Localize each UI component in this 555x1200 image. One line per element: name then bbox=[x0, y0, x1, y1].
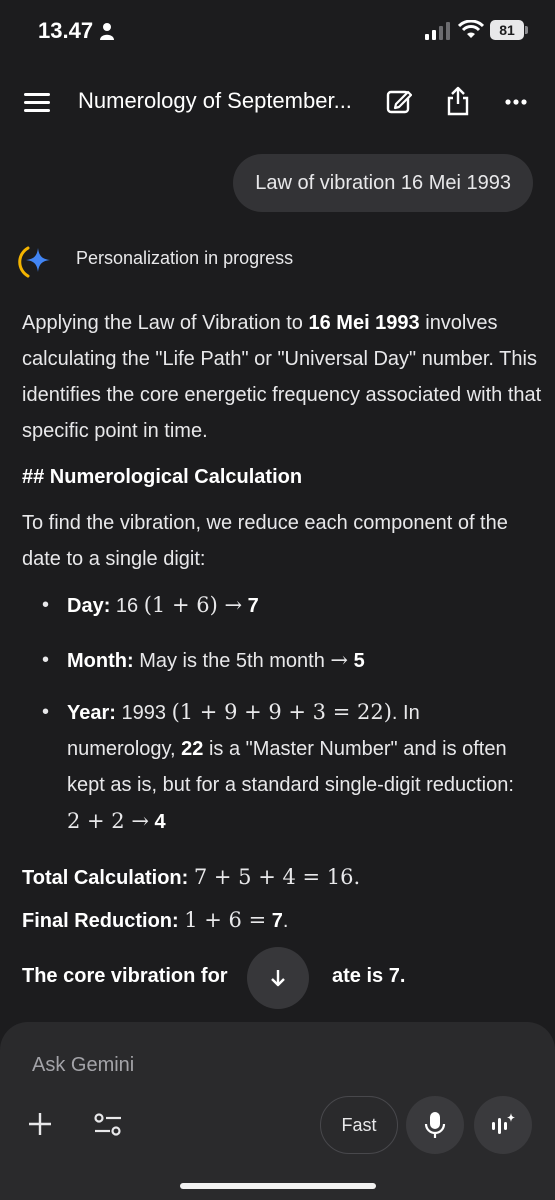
master-number: 22 bbox=[181, 738, 204, 760]
day-result: 7 bbox=[247, 595, 259, 617]
day-label: Day: bbox=[67, 595, 111, 617]
intro-text-end: involves calculating the "Life Path" or "Universal Day" number. This identifies the core energetic frequency associated with that specific point in time. bbox=[22, 312, 542, 442]
response-intro bbox=[22, 305, 542, 449]
mic-icon bbox=[424, 1111, 446, 1139]
day-value: 16 bbox=[115, 595, 139, 617]
person-icon bbox=[100, 22, 114, 40]
section-heading: ## Numerological Calculation bbox=[22, 466, 303, 488]
year-result: 4 bbox=[154, 811, 166, 833]
status-time: 13.47 bbox=[38, 18, 94, 43]
month-label: Month: bbox=[67, 650, 134, 672]
final-period: . bbox=[282, 910, 289, 932]
total-label: Total Calculation: bbox=[22, 867, 189, 889]
final-math: 1 + 6 = bbox=[184, 908, 267, 932]
final-reduction bbox=[22, 908, 288, 933]
plus-icon[interactable] bbox=[28, 1112, 52, 1136]
live-icon bbox=[490, 1112, 516, 1138]
year-explanation: is a "Master Number" and is often kept as is, but for a standard single-digit reduction: bbox=[67, 738, 514, 796]
reduce-paragraph: To find the vibration, we reduce each component of the date to a single digit: bbox=[22, 512, 508, 570]
core-text-right: ate is 7. bbox=[332, 965, 406, 987]
more-icon[interactable] bbox=[504, 98, 528, 106]
mode-selector-button[interactable]: Fast bbox=[320, 1096, 398, 1154]
core-text-left: The core vibration for bbox=[22, 965, 228, 987]
arrow-down-icon bbox=[268, 968, 288, 988]
final-result: 7 bbox=[271, 910, 283, 932]
personalization-status: Personalization in progress bbox=[76, 248, 294, 268]
composer bbox=[0, 1022, 555, 1200]
bullet-dot: • bbox=[42, 649, 50, 671]
live-button[interactable] bbox=[474, 1096, 532, 1154]
user-message-bubble[interactable]: Law of vibration 16 Mei 1993 bbox=[233, 154, 533, 212]
intro-date: 16 Mei 1993 bbox=[308, 312, 420, 334]
mic-button[interactable] bbox=[406, 1096, 464, 1154]
battery-tip bbox=[525, 26, 528, 34]
month-result: 5 bbox=[353, 650, 365, 672]
bullet-text bbox=[67, 587, 527, 624]
scroll-to-bottom-button[interactable] bbox=[247, 947, 309, 1009]
day-math: (1 + 6) → bbox=[143, 593, 243, 617]
month-value: May is the 5th month bbox=[139, 650, 325, 672]
home-indicator bbox=[180, 1183, 376, 1189]
year-text: . In numerology, bbox=[67, 702, 420, 760]
signal-icon bbox=[425, 22, 451, 40]
battery-indicator: 81 bbox=[490, 20, 524, 40]
bullet-dot: • bbox=[42, 594, 50, 616]
year-math: (1 + 9 + 9 + 3 = 22) bbox=[171, 700, 392, 724]
share-icon[interactable] bbox=[445, 86, 471, 116]
conversation-title[interactable]: Numerology of September... bbox=[78, 88, 352, 113]
total-calculation bbox=[22, 865, 360, 890]
intro-text-start: Applying the Law of Vibration to bbox=[22, 312, 309, 334]
final-label: Final Reduction: bbox=[22, 910, 179, 932]
year-label: Year: bbox=[67, 702, 116, 724]
gemini-spark-icon bbox=[14, 240, 52, 284]
bullet-text bbox=[67, 642, 527, 679]
edit-icon[interactable] bbox=[386, 88, 412, 114]
ask-gemini-input[interactable] bbox=[32, 1054, 482, 1077]
tools-icon[interactable] bbox=[94, 1112, 122, 1138]
status-bar bbox=[0, 0, 555, 60]
total-math: 7 + 5 + 4 = 16. bbox=[193, 865, 361, 889]
menu-icon[interactable] bbox=[24, 90, 50, 114]
bullet-dot: • bbox=[42, 701, 50, 723]
month-math: → bbox=[330, 648, 349, 672]
app-bar bbox=[0, 70, 555, 134]
year-reduction-math: 2 + 2 → bbox=[67, 809, 149, 833]
bullet-text bbox=[67, 694, 527, 840]
year-value: 1993 bbox=[121, 702, 166, 724]
wifi-icon bbox=[458, 20, 484, 40]
